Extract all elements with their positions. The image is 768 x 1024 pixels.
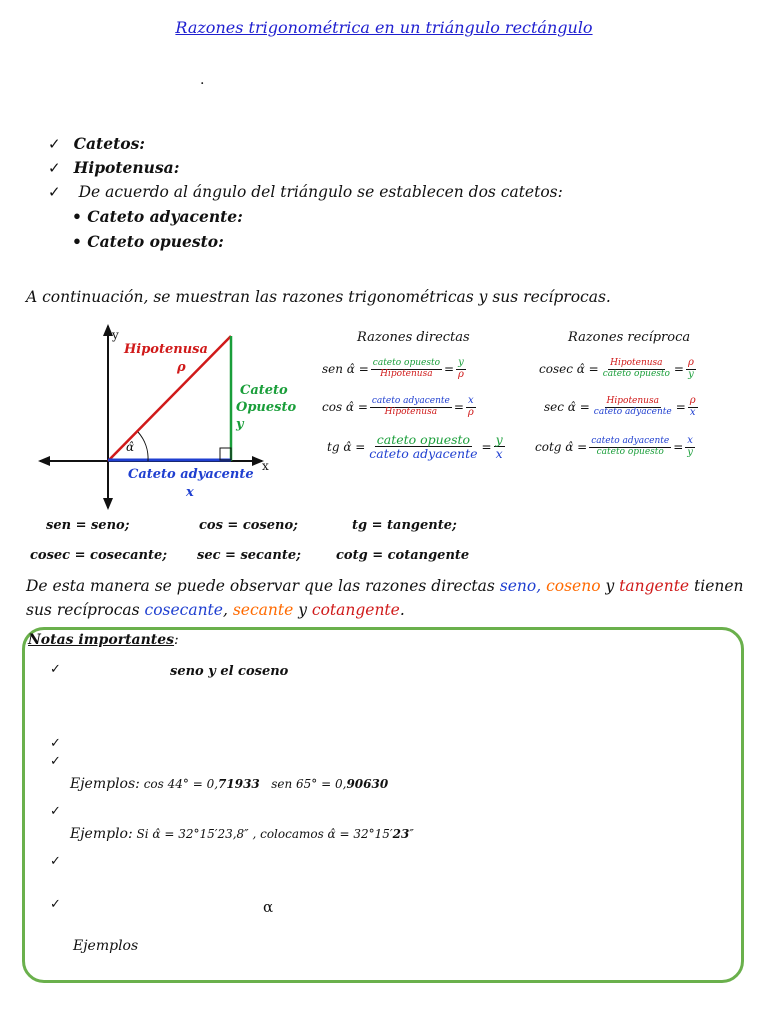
tg-formula [327, 433, 507, 460]
equals: = [673, 362, 684, 376]
adjacent-symbol: x [186, 485, 194, 500]
check-icon: ✓ [50, 754, 61, 769]
check-icon: ✓ [50, 804, 61, 819]
formula-lhs: tg α̂ = [327, 439, 366, 454]
numerator: ρ [689, 395, 696, 406]
bullet-hipotenusa [48, 158, 179, 177]
x-arrow-left-icon [38, 456, 50, 466]
intro-text: A continuación, se muestran las razones trigonométricas y sus recíprocas. [26, 288, 611, 306]
fraction [589, 437, 671, 457]
denominator: ρ [467, 406, 474, 418]
word-cosecante: cosecante [144, 601, 223, 619]
formula-lhs: sec α̂ = [544, 400, 590, 414]
bullet-catetos [48, 134, 145, 153]
equals: = [673, 440, 684, 454]
fraction [456, 358, 466, 380]
word-tangente: tangente [619, 577, 690, 595]
hypotenuse-label: Hipotenusa [124, 342, 208, 357]
check-icon: ✓ [48, 159, 61, 177]
numerator: Hipotenusa [610, 358, 663, 369]
equals: = [443, 362, 455, 376]
denominator: cateto opuesto [596, 446, 664, 457]
note-example-2 [70, 826, 414, 842]
note-ejemplos: Ejemplos [73, 938, 139, 954]
check-icon: ✓ [50, 854, 61, 869]
check-icon: ✓ [50, 897, 61, 912]
label: Ejemplo: [70, 826, 133, 842]
opposite-label-1: Cateto [240, 383, 288, 398]
colon: : [174, 632, 179, 648]
text: De esta manera se puede observar que las razones directas [26, 577, 500, 595]
right-angle-mark [220, 448, 231, 460]
def-cosec: cosec = cosecante; [30, 548, 168, 563]
numerator: cateto adyacente [591, 436, 670, 447]
opposite-symbol: y [236, 417, 244, 432]
word-seno: seno [499, 577, 537, 595]
denominator: Hipotenusa [380, 368, 433, 379]
reciprocal-paragraph [26, 574, 751, 622]
denominator: Hipotenusa [384, 406, 438, 417]
numerator: cateto adyacente [371, 396, 450, 407]
formula-lhs: cotg α̂ = [535, 440, 588, 454]
opposite-label-2: Opuesto [236, 400, 297, 415]
fraction [688, 396, 698, 418]
bullet-label: De acuerdo al ángulo del triángulo se establecen dos catetos: [73, 183, 563, 201]
subbullet-adyacente: • Cateto adyacente: [72, 207, 243, 226]
fraction [370, 397, 452, 417]
stray-dot: . [200, 72, 205, 88]
fraction [686, 358, 696, 380]
def-cotg: cotg = cotangente [336, 548, 470, 563]
numerator: cateto opuesto [376, 432, 471, 447]
direct-ratios-header: Razones directas [357, 330, 470, 345]
cotg-formula [535, 436, 697, 458]
denominator: x [495, 446, 503, 462]
numerator: y [458, 357, 464, 368]
check-icon: ✓ [48, 183, 61, 201]
notes-heading-text: Notas importantes [28, 632, 175, 648]
numerator: x [687, 435, 693, 446]
sen-formula [322, 358, 468, 380]
label: Ejemplos: [70, 776, 140, 792]
fraction [371, 359, 442, 379]
angle-arc [138, 432, 148, 461]
text: Si α̂ = 32°15′23,8″ , colocamos α̂ = 32°15′ [132, 827, 393, 841]
fraction [592, 397, 674, 417]
word-secante: secante [232, 601, 294, 619]
bullet-label: Catetos: [73, 134, 146, 153]
text: ″ [409, 827, 414, 841]
numerator: x [468, 395, 474, 406]
denominator: ρ [458, 368, 464, 380]
y-arrow-down-icon [103, 498, 113, 510]
denominator: cateto adyacente [369, 446, 478, 462]
denominator: y [687, 446, 693, 458]
note-seno-coseno: seno y el coseno [170, 664, 289, 679]
check-icon: ✓ [48, 135, 61, 153]
value: 71933 [218, 777, 260, 791]
notes-box [22, 627, 744, 983]
reciprocal-ratios-header: Razones recíproca [568, 330, 691, 345]
sec-formula [544, 396, 700, 418]
fraction [367, 433, 479, 460]
text: , [536, 577, 547, 595]
hypotenuse-symbol: ρ [177, 360, 186, 375]
text: tienen sus recíprocas [26, 577, 744, 619]
text: , [222, 601, 233, 619]
text: sen 65° = 0, [259, 777, 347, 791]
y-axis-label: y [112, 328, 119, 342]
word-coseno: coseno [546, 577, 601, 595]
cosec-formula [539, 358, 698, 380]
equals: = [675, 400, 686, 414]
def-tg: tg = tangente; [352, 518, 457, 533]
formula-lhs: sen α̂ = [322, 362, 369, 376]
formula-lhs: cos α̂ = [322, 400, 368, 414]
def-sec: sec = secante; [197, 548, 301, 563]
angle-label: α̂ [126, 440, 135, 454]
text: . [399, 601, 405, 619]
denominator: x [689, 406, 696, 418]
fraction [494, 433, 505, 460]
notes-heading [28, 632, 179, 648]
text: y [600, 577, 620, 595]
fraction [466, 396, 476, 418]
value: 23 [392, 827, 410, 841]
text: cos 44° = 0, [139, 777, 219, 791]
bullet-label: Hipotenusa: [73, 158, 180, 177]
def-sen: sen = seno; [46, 518, 130, 533]
numerator: cateto opuesto [372, 358, 440, 369]
denominator: cateto opuesto [602, 368, 670, 379]
denominator: cateto adyacente [593, 406, 672, 417]
check-icon: ✓ [50, 736, 61, 751]
numerator: y [495, 432, 503, 447]
value: 90630 [346, 777, 389, 791]
adjacent-label: Cateto adyacente [128, 467, 254, 482]
subbullet-opuesto: • Cateto opuesto: [72, 232, 224, 251]
page-title: Razones trigonométrica en un triángulo rectángulo [175, 18, 593, 37]
numerator: ρ [687, 357, 694, 368]
denominator: y [688, 368, 694, 380]
def-cos: cos = coseno; [199, 518, 298, 533]
alpha-symbol: α [263, 898, 274, 916]
fraction [601, 359, 672, 379]
bullet-catetos-info [48, 182, 563, 201]
numerator: Hipotenusa [606, 396, 659, 407]
text: y [293, 601, 312, 619]
word-cotangente: cotangente [311, 601, 400, 619]
cos-formula [322, 396, 478, 418]
note-example-1 [70, 776, 388, 792]
formula-lhs: cosec α̂ = [539, 362, 599, 376]
equals: = [453, 400, 464, 414]
fraction [685, 436, 695, 458]
check-icon: ✓ [50, 662, 61, 677]
equals: = [481, 439, 492, 454]
x-axis-label: x [262, 459, 269, 473]
